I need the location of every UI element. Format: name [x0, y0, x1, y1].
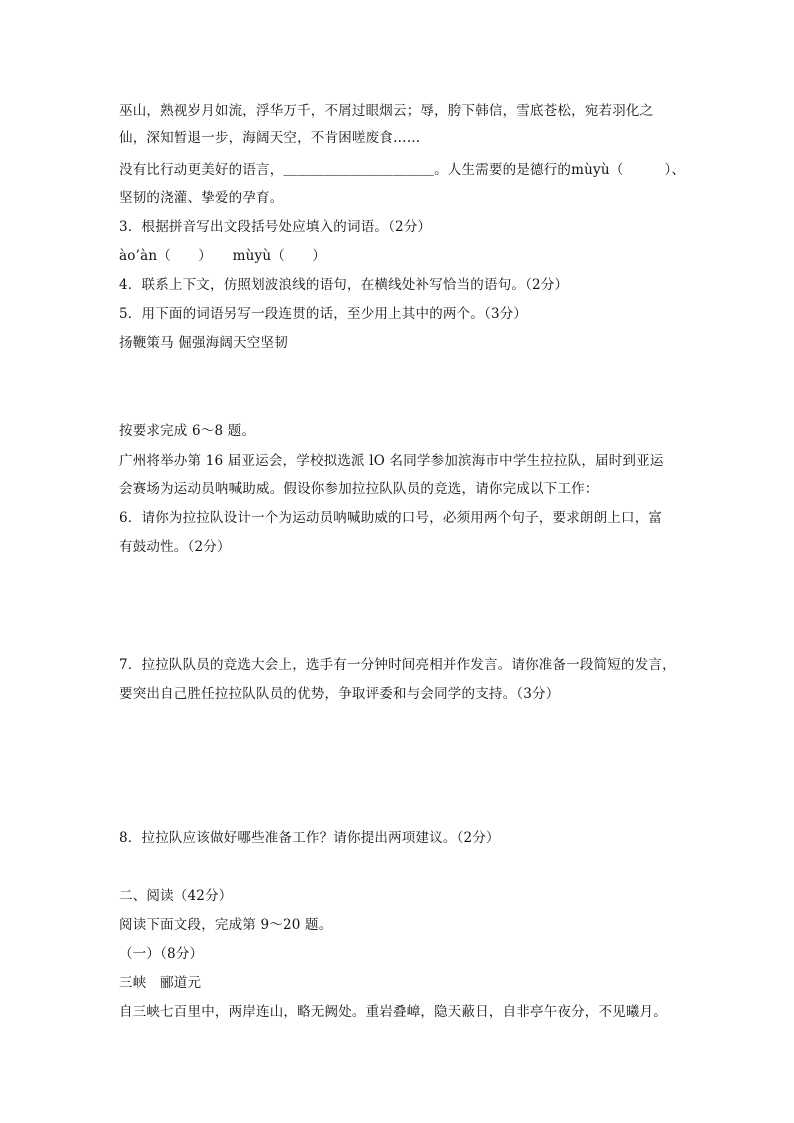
passage-line-3: 没有比行动更美好的语言，＿＿＿＿＿＿＿＿＿＿＿。人生需要的是德行的mùyù（ ）、 [119, 162, 686, 178]
passage-line-2: 仙，深知暂退一步，海阔天空，不肯困嗟废食…… [119, 130, 421, 146]
question-3: 3．根据拼音写出文段括号处应填入的词语。（2分） [119, 219, 432, 235]
question-7-continued: 要突出自己胜任拉拉队队员的优势，争取评委和与会同学的支持。（3分） [119, 686, 560, 702]
passage-line-1: 巫山，熟视岁月如流，浮华万千，不屑过眼烟云；辱，胯下韩信，雪底苍松，宛若羽化之 [119, 103, 654, 119]
passage-title: 三峡 郦道元 [119, 975, 202, 991]
passage-line-4: 坚韧的浇灌、挚爱的孕育。 [119, 190, 284, 206]
question-6-score: 有鼓动性。（2分） [119, 539, 231, 555]
passage-text: 自三峡七百里中，两岸连山，略无阙处。重岩叠嶂，隐天蔽日，自非亭午夜分，不见曦月。 [119, 1004, 667, 1020]
reading-part-1: （一）（8分） [119, 946, 204, 962]
pinyin-prompt: ào’àn（ ） mùyù（ ） [119, 248, 327, 264]
question-7: 7．拉拉队队员的竞选大会上，选手有一分钟时间亮相并作发言。请你准备一段简短的发言， [119, 657, 676, 673]
reading-section-title: 二、阅读（42分） [119, 888, 233, 904]
question-4: 4．联系上下文，仿照划波浪线的语句，在横线处补写恰当的语句。（2分） [119, 277, 569, 293]
question-8: 8．拉拉队应该做好哪些准备工作？请你提出两项建议。（2分） [119, 830, 500, 846]
section-instruction: 按要求完成 6～8 题。 [119, 423, 256, 439]
question-5: 5．用下面的词语另写一段连贯的话，至少用上其中的两个。（3分） [119, 306, 528, 322]
question-6: 6．请你为拉拉队设计一个为运动员呐喊助威的口号，必须用两个句子，要求朗朗上口，富 [119, 510, 663, 526]
scenario-line-1: 广州将举办第 16 届亚运会，学校拟选派 lO 名同学参加滨海市中学生拉拉队，届时到亚运 [119, 453, 664, 469]
reading-instruction: 阅读下面文段，完成第 9～20 题。 [119, 917, 333, 933]
word-list: 扬鞭策马 倔强海阔天空坚韧 [119, 335, 288, 351]
scenario-line-2: 会赛场为运动员呐喊助威。假设你参加拉拉队队员的竞选，请你完成以下工作： [119, 481, 599, 497]
